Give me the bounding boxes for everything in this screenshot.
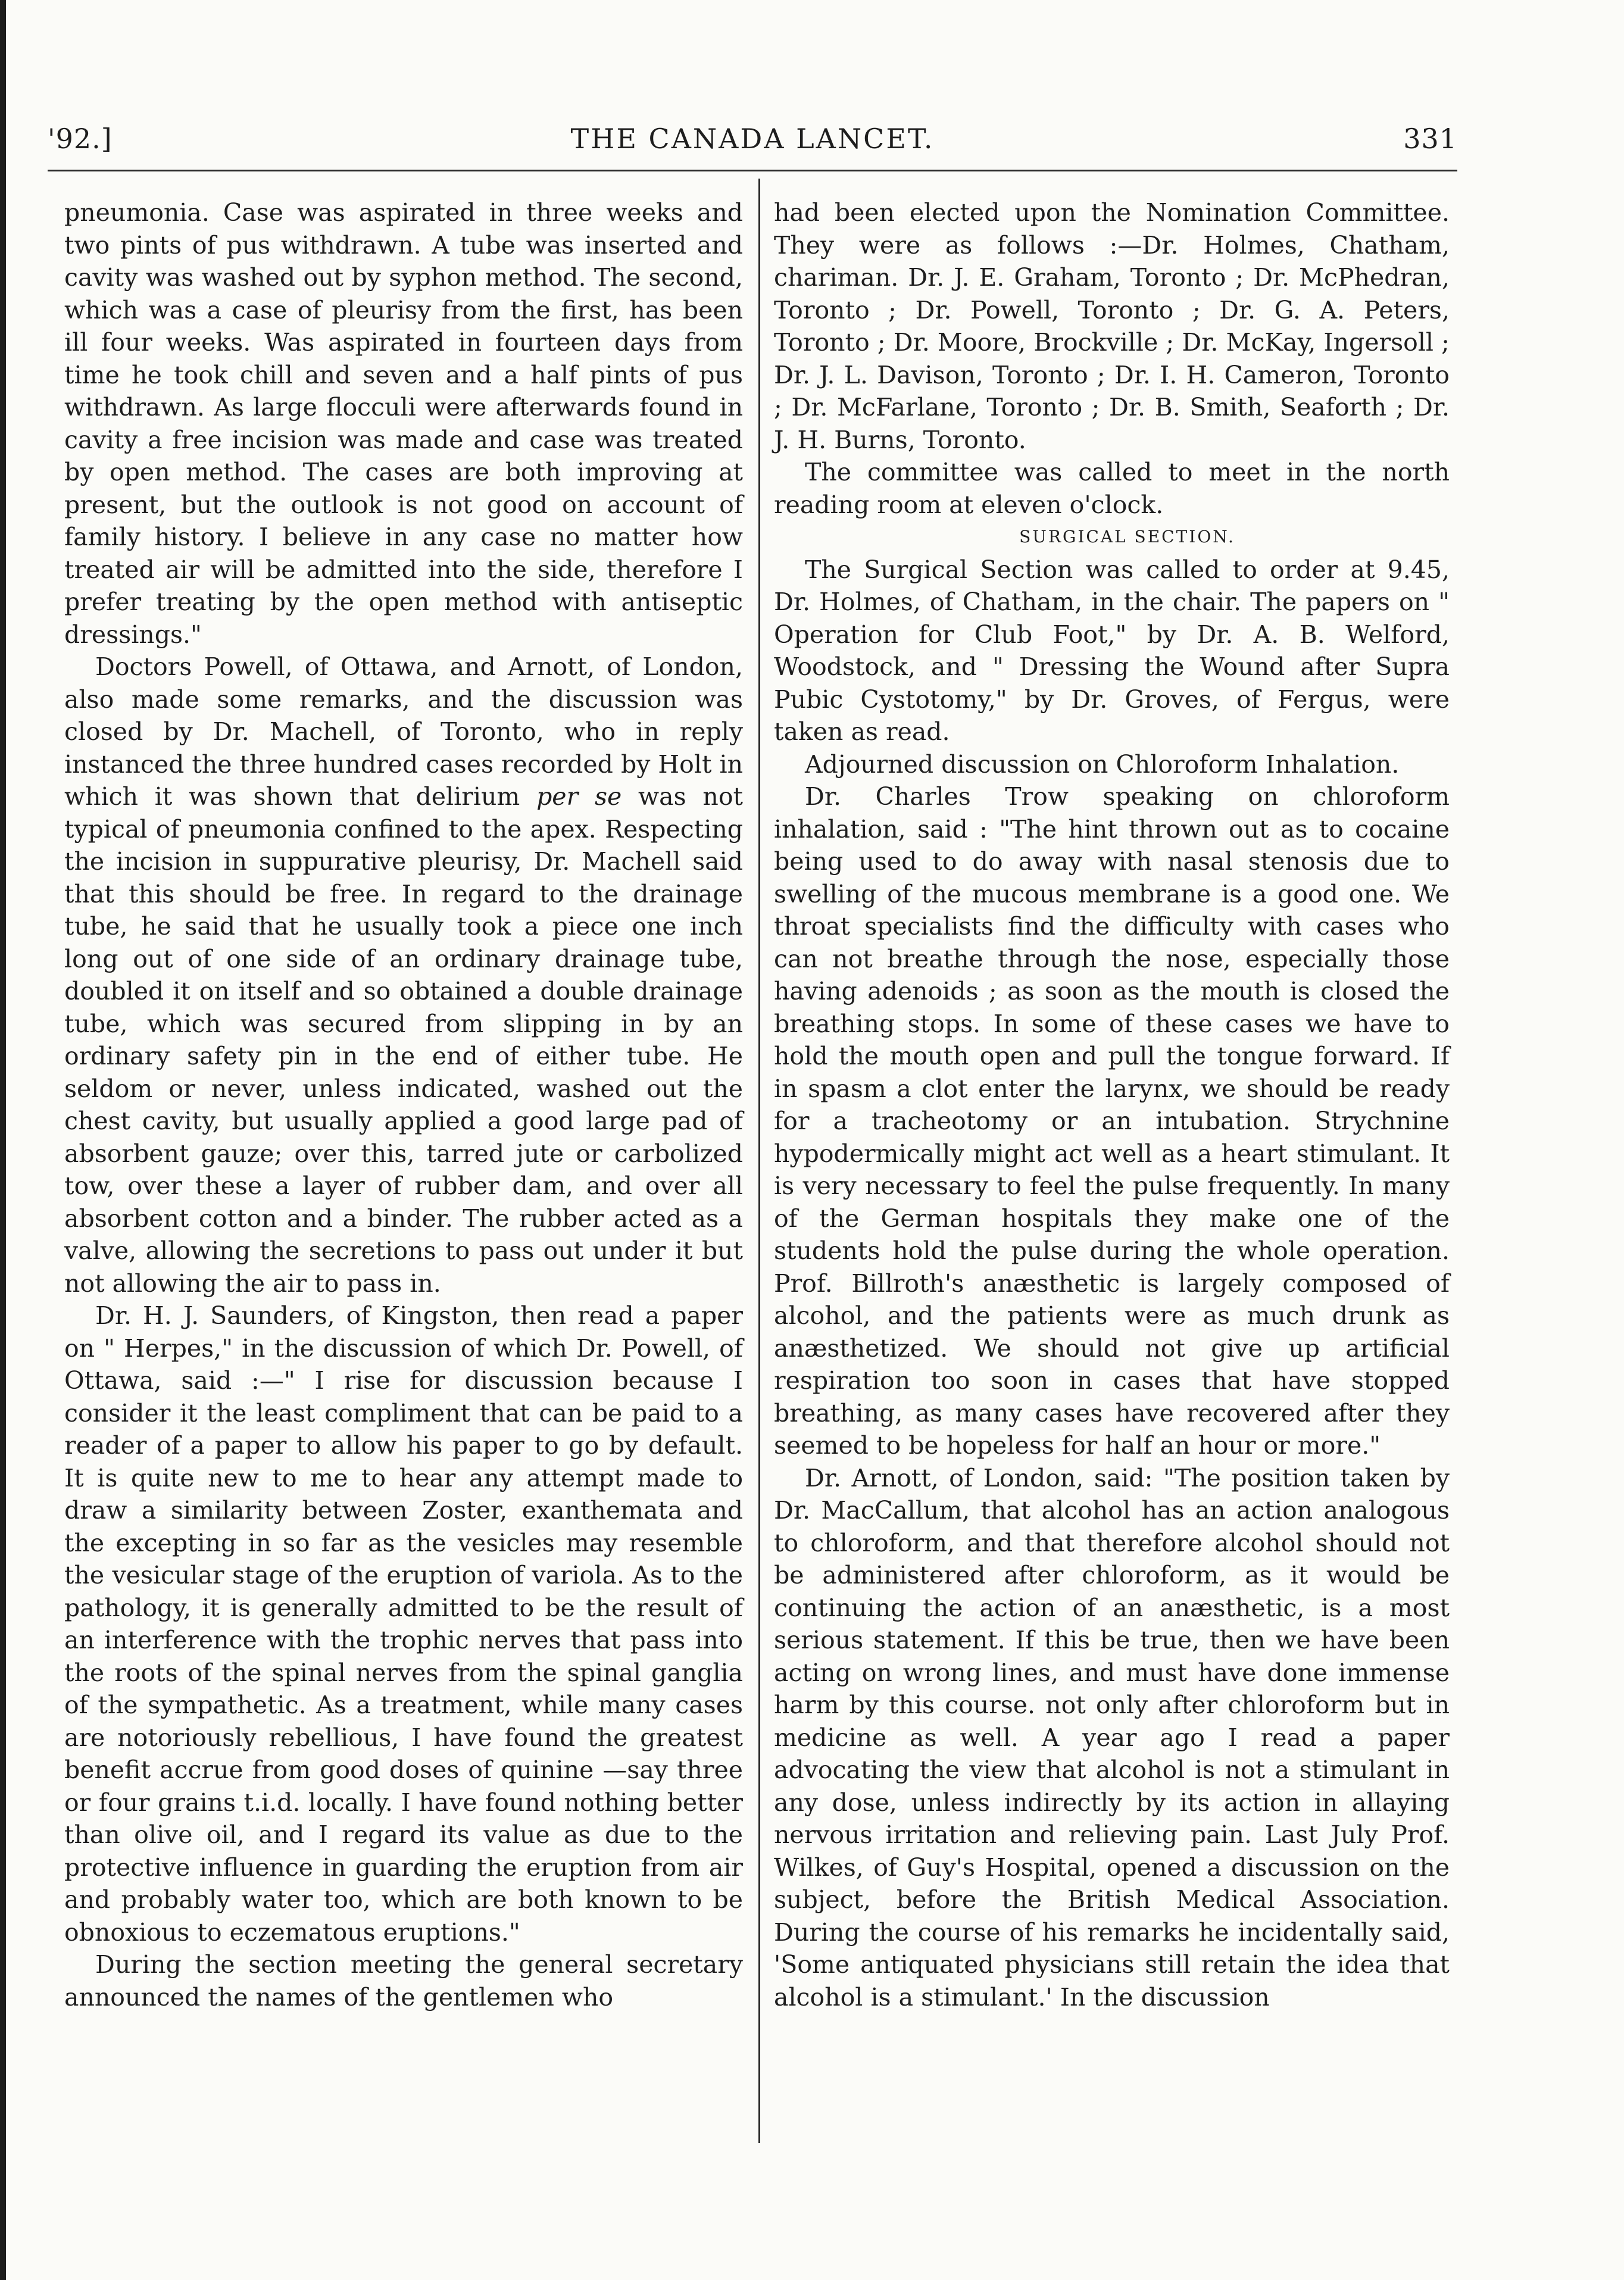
- column-divider: [758, 179, 760, 2143]
- left-column: [64, 196, 743, 2013]
- page-number: 331: [1403, 123, 1457, 155]
- paragraph: had been elected upon the Nomination Committee. They were as follows :—Dr. Holmes, Chatham, chariman. Dr. J. E. Graham, Toronto ; Dr. McPhedran, Toronto ; Dr. Powell, Toronto ; Dr. G. A. Peters, Toronto ; Dr. Moore, Brockville ; Dr. McKay, Ingersoll ; Dr. J. L. Davison, Toronto ; Dr. I. H. Cameron, Toronto ; Dr. McFarlane, Toronto ; Dr. B. Smith, Seaforth ; Dr. J. H. Burns, Toronto.: [774, 198, 1450, 454]
- italic-phrase: per se: [536, 782, 622, 811]
- running-header: [48, 123, 1457, 164]
- right-column: [774, 196, 1450, 2013]
- paragraph: During the section meeting the general secretary announced the names of the gentlemen who: [64, 1950, 743, 2012]
- paragraph: pneumonia. Case was aspirated in three weeks and two pints of pus withdrawn. A tube was inserted and cavity was washed out by syphon method. The second, which was a case of pleurisy from the first, has been ill four weeks. Was aspirated in fourteen days from time he took chill and seven and a half pints of pus withdrawn. As large flocculi were afterwards found in cavity a free incision was made and case was treated by open method. The cases are both improving at present, but the outlook is not good on account of family history. I believe in any case no matter how treated air will be admitted into the side, therefore I prefer treating by the open method with antiseptic dressings.": [64, 198, 743, 649]
- paragraph: The Surgical Section was called to order at 9.45, Dr. Holmes, of Chatham, in the chair. The papers on " Operation for Club Foot," by Dr. A. B. Welford, Woodstock, and " Dressing the Wound after Supra Pubic Cystotomy," by Dr. Groves, of Fergus, were taken as read.: [774, 555, 1450, 746]
- paragraph: [64, 651, 743, 1300]
- journal-title: THE CANADA LANCET.: [570, 123, 935, 155]
- header-year: '92.]: [48, 123, 113, 155]
- paragraph-text: Doctors Powell, of Ottawa, and Arnott, of London, also made some remarks, and the discussion was closed by Dr. Machell, of Toronto, who in reply instanced the three hundred cases recorded by Holt in which it was shown that delirium: [64, 652, 743, 811]
- paragraph: Dr. Arnott, of London, said: "The position taken by Dr. MacCallum, that alcohol has an action analogous to chloroform, and that therefore alcohol should not be administered after chloroform, as it would be continuing the action of an anæsthetic, is a most serious statement. If this be true, then we have been acting on wrong lines, and must have done immense harm by this course. not only after chloroform but in medicine as well. A year ago I read a paper advocating the view that alcohol is not a stimulant in any dose, unless indirectly by its action in allaying nervous irritation and relieving pain. Last July Prof. Wilkes, of Guy's Hospital, opened a discussion on the subject, before the British Medical Association. During the course of his remarks he incidentally said, 'Some antiquated physicians still retain the idea that alcohol is a stimulant.' In the discussion: [774, 1463, 1450, 2012]
- header-rule: [48, 170, 1457, 171]
- paragraph: The committee was called to meet in the north reading room at eleven o'clock.: [774, 458, 1450, 519]
- section-heading: SURGICAL SECTION.: [1019, 527, 1235, 546]
- paragraph: Dr. Charles Trow speaking on chloroform inhalation, said : "The hint thrown out as to cocaine being used to do away with nasal stenosis due to swelling of the mucous membrane is a good one. We throat specialists find the difficulty with cases who can not breathe through the nose, especially those having adenoids ; as soon as the mouth is closed the breathing stops. In some of these cases we have to hold the mouth open and pull the tongue forward. If in spasm a clot enter the larynx, we should be ready for a tracheotomy or an intubation. Strychnine hypodermically might act well as a heart stimulant. It is very necessary to feel the pulse frequently. In many of the German hospitals they make one of the students hold the pulse during the whole operation. Prof. Billroth's anæsthetic is largely composed of alcohol, and the patients were as much drunk as anæsthetized. We should not give up artificial respiration too soon in cases that have stopped breathing, as many cases have recovered after they seemed to be hopeless for half an hour or more.": [774, 782, 1450, 1460]
- page-binding-edge: [0, 0, 6, 2280]
- paragraph-text: was not typical of pneumonia confined to the apex. Respecting the incision in suppurative pleurisy, Dr. Machell said that this should be free. In regard to the drainage tube, he said that he usually took a piece one inch long out of one side of an ordinary drainage tube, doubled it on itself and so obtained a double drainage tube, which was secured from slipping in by an ordinary safety pin in the end of either tube. He seldom or never, unless indicated, washed out the chest cavity, but usually applied a good large pad of absorbent gauze; over this, tarred jute or carbolized tow, over these a layer of rubber dam, and over all absorbent cotton and a binder. The rubber acted as a valve, allowing the secretions to pass out under it but not allowing the air to pass in.: [64, 782, 743, 1298]
- paragraph: Adjourned discussion on Chloroform Inhalation.: [805, 749, 1400, 779]
- paragraph: Dr. H. J. Saunders, of Kingston, then read a paper on " Herpes," in the discussion of which Dr. Powell, of Ottawa, said :—" I rise for discussion because I consider it the least compliment that can be paid to a reader of a paper to allow his paper to go by default. It is quite new to me to hear any attempt made to draw a similarity between Zoster, exanthemata and the excepting in so far as the vesicles may resemble the vesicular stage of the eruption of variola. As to the pathology, it is generally admitted to be the result of an interference with the trophic nerves that pass into the roots of the spinal nerves from the spinal ganglia of the sympathetic. As a treatment, while many cases are notoriously rebellious, I have found the greatest benefit accrue from good doses of quinine —say three or four grains t.i.d. locally. I have found nothing better than olive oil, and I regard its value as due to the protective influence in guarding the eruption from air and probably water too, which are both known to be obnoxious to eczematous eruptions.": [64, 1301, 743, 1947]
